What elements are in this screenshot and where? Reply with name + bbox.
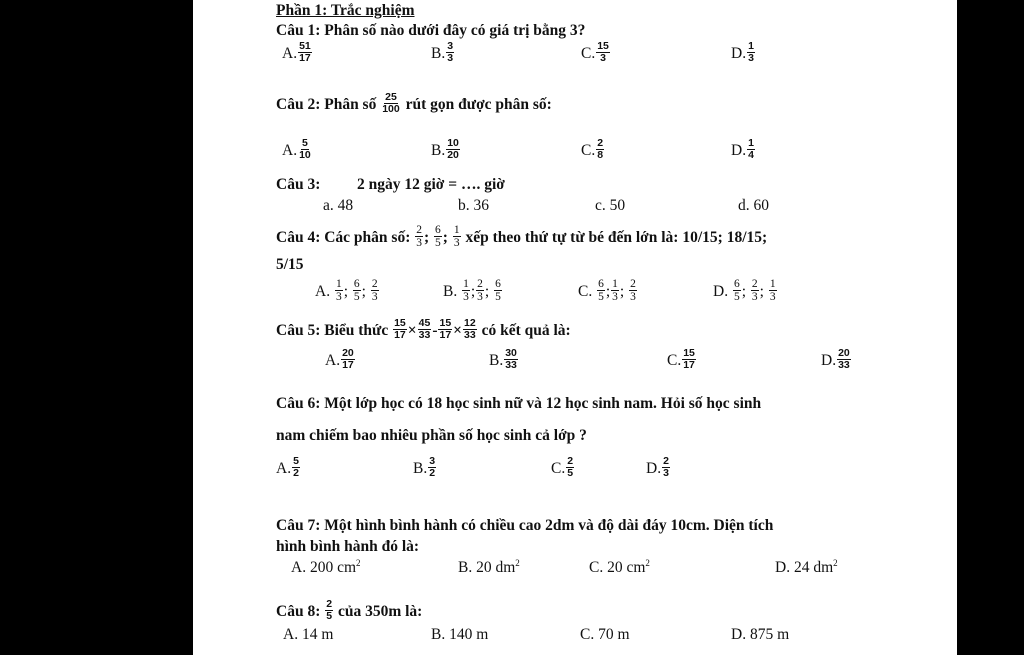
fraction-denominator: 10 xyxy=(299,149,311,162)
fraction-denominator: 3 xyxy=(416,237,422,250)
operator: - xyxy=(432,322,438,340)
option-letter: C. xyxy=(581,142,596,160)
option-letter: B. xyxy=(431,142,446,160)
operator: × xyxy=(453,322,463,340)
fraction-numerator: 15 xyxy=(597,40,609,52)
fraction-numerator: 15 xyxy=(683,347,695,359)
q3-option-d: d. 60 xyxy=(738,197,769,214)
fraction-numerator: 5 xyxy=(293,455,299,467)
fraction-numerator: 12 xyxy=(464,317,476,329)
option-letter: D. xyxy=(646,460,662,478)
fraction-numerator: 45 xyxy=(418,317,431,329)
separator: ; xyxy=(619,283,625,301)
option-letter: B. xyxy=(443,283,458,301)
option-letter: B. xyxy=(431,45,446,63)
fraction-numerator: 6 xyxy=(598,278,604,290)
question-7-line1: Câu 7: Một hình bình hành có chiều cao 2dm và độ dài đáy 10cm. Diện tích xyxy=(276,517,774,534)
fraction-denominator: 3 xyxy=(630,291,636,304)
question-7-line2: hình bình hành đó là: xyxy=(276,538,420,555)
fraction-numerator: 10 xyxy=(447,137,459,149)
q6-option-b xyxy=(413,455,437,481)
separator: ; xyxy=(470,283,476,301)
fraction-denominator: 3 xyxy=(447,52,454,65)
fraction-numerator: 1 xyxy=(748,137,754,149)
option-letter: C. xyxy=(551,460,566,478)
fraction-denominator: 5 xyxy=(353,291,360,304)
fraction-numerator: 2 xyxy=(371,278,378,290)
fraction-numerator: 1 xyxy=(335,278,342,290)
prompt-text: xếp theo thứ tự từ bé đến lớn là: 10/15; 18/15; xyxy=(465,229,768,247)
option-letter: D. xyxy=(821,352,837,370)
fraction-denominator: 3 xyxy=(371,291,378,304)
fraction-denominator: 3 xyxy=(600,52,606,65)
q5-option-a xyxy=(325,347,356,373)
fraction-numerator: 1 xyxy=(463,278,469,290)
question-5-prompt xyxy=(276,317,571,343)
fraction-denominator: 5 xyxy=(598,291,604,304)
separator: ; xyxy=(343,283,349,301)
operator: × xyxy=(407,322,417,340)
fraction-denominator: 3 xyxy=(748,52,754,65)
fraction-denominator: 5 xyxy=(435,237,441,250)
fraction-numerator: 1 xyxy=(453,224,460,236)
separator: ; xyxy=(442,229,448,247)
fraction-denominator: 3 xyxy=(612,291,618,304)
option-letter: C. xyxy=(581,45,596,63)
q1-option-b xyxy=(431,40,455,66)
option-letter: A. xyxy=(282,45,298,63)
separator: ; xyxy=(605,283,611,301)
q3-option-a: a. 48 xyxy=(323,197,354,214)
fraction-denominator: 3 xyxy=(463,291,469,304)
prompt-text: Câu 8: xyxy=(276,603,321,621)
fraction-denominator: 17 xyxy=(299,52,311,65)
q3-option-c: c. 50 xyxy=(595,197,626,214)
fraction-numerator: 1 xyxy=(612,278,618,290)
fraction-denominator: 3 xyxy=(477,291,483,304)
fraction-denominator: 33 xyxy=(838,359,850,372)
q4-option-a xyxy=(315,280,380,305)
fraction-denominator: 20 xyxy=(447,149,459,162)
fraction-numerator: 15 xyxy=(394,317,406,329)
separator: ; xyxy=(423,229,430,247)
q8-option-a: A. 14 m xyxy=(283,626,334,643)
q7-option-a xyxy=(291,560,361,576)
fraction-denominator: 2 xyxy=(429,467,436,480)
q2-option-d xyxy=(731,137,756,163)
q6-option-c xyxy=(551,455,575,481)
option-letter: C. xyxy=(667,352,682,370)
fraction-numerator: 1 xyxy=(748,40,754,52)
section-title: Phần 1: Trắc nghiệm xyxy=(276,2,415,19)
q5-option-d xyxy=(821,347,852,373)
fraction-denominator: 33 xyxy=(464,329,476,342)
prompt-text: có kết quả là: xyxy=(481,322,571,340)
prompt-text: rút gọn được phân số: xyxy=(405,96,552,114)
fraction-numerator: 2 xyxy=(477,278,483,290)
fraction-numerator: 6 xyxy=(353,278,360,290)
option-letter: C. xyxy=(578,283,593,301)
question-4-prompt xyxy=(276,226,767,251)
superscript: 2 xyxy=(645,558,650,568)
fraction-denominator: 3 xyxy=(335,291,342,304)
fraction-denominator: 17 xyxy=(342,359,354,372)
q5-option-c xyxy=(667,347,697,373)
fraction-numerator: 3 xyxy=(429,455,436,467)
separator: ; xyxy=(741,283,747,301)
separator: ; xyxy=(361,283,366,301)
option-letter: D. xyxy=(731,142,747,160)
q6-option-d xyxy=(646,455,671,481)
option-text: D. 24 dm xyxy=(775,559,834,576)
option-text: A. 200 cm xyxy=(291,559,357,576)
question-2-prompt xyxy=(276,91,552,117)
superscript: 2 xyxy=(356,558,361,568)
fraction-numerator: 2 xyxy=(597,137,604,149)
q3-option-b: b. 36 xyxy=(458,197,489,214)
fraction-numerator: 51 xyxy=(299,40,311,52)
prompt-text: Câu 4: Các phân số: xyxy=(276,229,411,247)
q8-option-d: D. 875 m xyxy=(731,626,790,643)
prompt-text: Câu 2: Phân số xyxy=(276,96,377,114)
fraction-numerator: 15 xyxy=(439,317,452,329)
option-letter: A. xyxy=(282,142,298,160)
option-text: B. 20 dm xyxy=(458,559,516,576)
q7-option-d xyxy=(775,560,838,576)
question-3-label: Câu 3: xyxy=(276,176,321,193)
fraction-numerator: 20 xyxy=(838,347,850,359)
fraction-numerator: 2 xyxy=(630,278,636,290)
option-letter: A. xyxy=(315,283,331,301)
fraction-denominator: 17 xyxy=(439,329,452,342)
option-letter: A. xyxy=(276,460,292,478)
option-letter: D. xyxy=(713,283,729,301)
q6-option-a xyxy=(276,455,301,481)
fraction-denominator: 3 xyxy=(663,467,669,480)
fraction-denominator: 8 xyxy=(597,149,604,162)
question-6-line1: Câu 6: Một lớp học có 18 học sinh nữ và 12 học sinh nam. Hỏi số học sinh xyxy=(276,395,762,412)
q2-option-a xyxy=(282,137,313,163)
fraction-denominator: 100 xyxy=(382,103,400,116)
q4-option-b xyxy=(443,280,503,305)
option-letter: B. xyxy=(489,352,504,370)
q4-option-c xyxy=(578,280,638,305)
fraction-numerator: 2 xyxy=(416,224,422,236)
fraction-denominator: 33 xyxy=(505,359,517,372)
fraction-numerator: 30 xyxy=(505,347,517,359)
fraction-numerator: 3 xyxy=(447,40,454,52)
question-6-line2: nam chiếm bao nhiêu phần số học sinh cả lớp ? xyxy=(276,427,587,444)
fraction-denominator: 3 xyxy=(769,291,776,304)
superscript: 2 xyxy=(833,558,838,568)
prompt-text: Câu 5: Biểu thức xyxy=(276,322,389,340)
fraction-denominator: 5 xyxy=(495,291,501,304)
option-letter: D. xyxy=(731,45,747,63)
fraction-numerator: 6 xyxy=(733,278,740,290)
question-4-prompt-line2: 5/15 xyxy=(276,256,304,273)
option-letter: A. xyxy=(325,352,341,370)
fraction-numerator: 5 xyxy=(302,137,308,149)
q5-option-b xyxy=(489,347,519,373)
q8-option-c: C. 70 m xyxy=(580,626,630,643)
fraction-numerator: 2 xyxy=(567,455,574,467)
q8-option-b: B. 140 m xyxy=(431,626,489,643)
fraction-numerator: 1 xyxy=(769,278,776,290)
fraction-denominator: 33 xyxy=(418,329,431,342)
fraction-denominator: 17 xyxy=(683,359,695,372)
fraction-denominator: 4 xyxy=(748,149,754,162)
fraction-denominator: 5 xyxy=(733,291,740,304)
fraction-numerator: 2 xyxy=(326,598,333,610)
fraction-numerator: 6 xyxy=(495,278,501,290)
fraction-numerator: 20 xyxy=(342,347,354,359)
q1-option-a xyxy=(282,40,313,66)
fraction-denominator: 5 xyxy=(326,610,333,623)
fraction-denominator: 5 xyxy=(567,467,574,480)
q7-option-c xyxy=(589,560,650,576)
option-letter: B. xyxy=(413,460,428,478)
fraction-numerator: 25 xyxy=(385,91,397,103)
fraction-numerator: 6 xyxy=(435,224,441,236)
fraction-numerator: 2 xyxy=(751,278,758,290)
fraction-denominator: 2 xyxy=(293,467,299,480)
fraction-denominator: 3 xyxy=(751,291,758,304)
question-8-prompt xyxy=(276,598,423,624)
q4-option-d xyxy=(713,280,778,305)
option-text: C. 20 cm xyxy=(589,559,646,576)
q2-option-b xyxy=(431,137,461,163)
q7-option-b xyxy=(458,560,520,576)
separator: ; xyxy=(759,283,764,301)
prompt-text: của 350m là: xyxy=(337,603,423,621)
q2-option-c xyxy=(581,137,605,163)
q1-option-c xyxy=(581,40,611,66)
fraction-denominator: 3 xyxy=(453,237,460,250)
fraction-numerator: 2 xyxy=(663,455,669,467)
exam-page xyxy=(193,0,957,655)
superscript: 2 xyxy=(515,558,520,568)
separator: ; xyxy=(484,283,490,301)
q1-option-d xyxy=(731,40,756,66)
question-3-text: 2 ngày 12 giờ = …. giờ xyxy=(357,176,505,193)
fraction-denominator: 17 xyxy=(394,329,406,342)
question-1-prompt: Câu 1: Phân số nào dưới đây có giá trị bằng 3? xyxy=(276,22,586,39)
